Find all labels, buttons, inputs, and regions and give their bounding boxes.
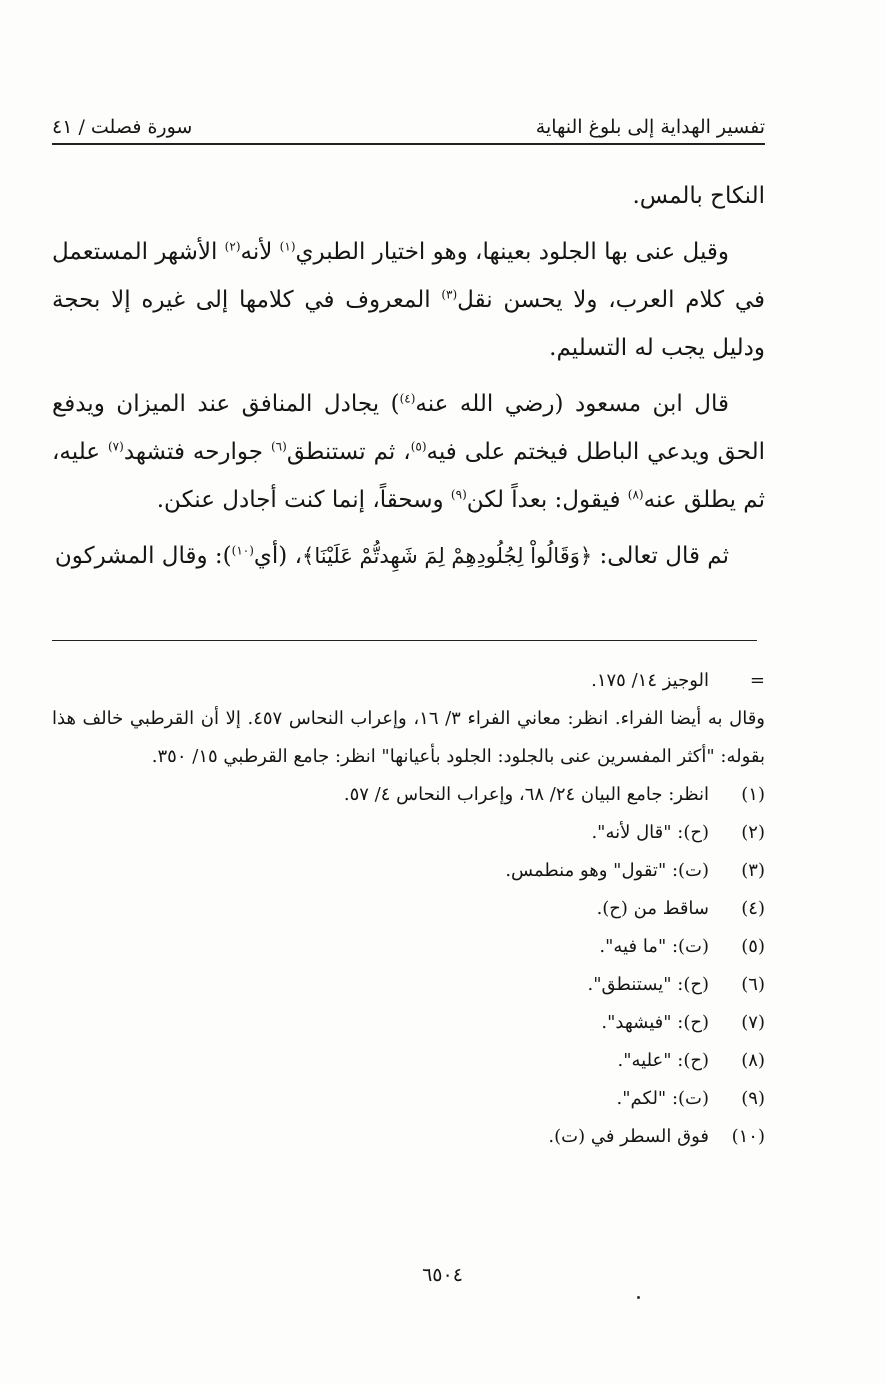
book-title: تفسير الهداية إلى بلوغ النهاية (535, 116, 765, 138)
footnote-ref[interactable]: (٩) (450, 487, 467, 502)
footnote-text: (ت): "ما فيه". (599, 936, 709, 957)
footnote-text: (ت): "لكم". (616, 1088, 709, 1109)
text-run: وسحقاً، إنما كنت أجادل عنكن. (156, 487, 451, 513)
text-run: عليه، ثم يطلق عنه (52, 439, 765, 513)
footnote-text: (ح): "عليه". (617, 1050, 709, 1071)
text-run: جوارحه فتشهد (123, 439, 271, 465)
footnote-item (52, 814, 765, 852)
footnote-text: انظر: جامع البيان ٢٤/ ٦٨، وإعراب النحاس ٤/ ٥٧. (343, 784, 709, 805)
footnote-number: (٧) (741, 1012, 765, 1033)
page-number: ٦٥٠٤ (422, 1264, 463, 1286)
text-run: وقيل عنى بها الجلود بعينها، وهو اختيار الطبري (295, 239, 729, 265)
footnote-text: (ح): "فيشهد". (601, 1012, 709, 1033)
footnote-item (52, 1080, 765, 1118)
continuation-line: الوجيز ١٤/ ١٧٥. (591, 670, 709, 691)
surah-label: سورة فصلت / ٤١ (52, 116, 193, 138)
footnote-ref[interactable]: (٦) (270, 439, 287, 454)
footnote-ref[interactable]: (٤) (399, 391, 416, 406)
paragraph-2 (52, 228, 765, 372)
footnote-text: (ح): "يستنطق". (587, 974, 709, 995)
footnote-ref[interactable]: (٧) (107, 439, 124, 454)
footnote-number: (٢) (741, 822, 765, 843)
footnote-item (52, 776, 765, 814)
footnote-ref[interactable]: (١) (279, 239, 296, 254)
footnote-text: (ت): "تقول" وهو منطمس. (505, 860, 709, 881)
text-run: فيقول: بعداً لكن (466, 487, 628, 513)
text-run: ): وقال المشركون (54, 543, 232, 569)
footnote-ref[interactable]: (٥) (410, 439, 427, 454)
text-run: ، ثم تستنطق (286, 439, 411, 465)
main-text (52, 172, 765, 588)
footnote-item (52, 890, 765, 928)
footnotes (52, 662, 765, 1156)
footnote-continuation (52, 662, 765, 700)
footnote-text: (ح): "قال لأنه". (591, 822, 709, 843)
quran-verse: ﴿وَقَالُواْ لِجُلُودِهِمْ لِمَ شَهِدتُّمْ عَلَيْنَا﴾ (302, 544, 593, 568)
footnote-number: (٤) (741, 898, 765, 919)
text-run: ) يجادل المنافق عند الميزان ويدفع الحق ويدعي الباطل فيختم على فيه (52, 391, 766, 465)
text-run: لأنه (240, 239, 280, 265)
text-run: قال ابن مسعود (رضي الله عنه (415, 391, 730, 417)
header-rule (52, 143, 765, 145)
footnote-item (52, 1118, 765, 1156)
footnote-item (52, 928, 765, 966)
running-header (52, 98, 765, 138)
footnote-number: (٨) (741, 1050, 765, 1071)
footnote-item (52, 1042, 765, 1080)
footnote-ref[interactable]: (١٠) (231, 543, 254, 558)
paragraph-1: النكاح بالمس. (632, 183, 765, 209)
paragraph-4 (52, 532, 765, 580)
footnote-number: (١٠) (731, 1126, 765, 1147)
footnote-text: ساقط من (ح). (596, 898, 709, 919)
footnote-item (52, 1004, 765, 1042)
continuation-mark: = (749, 670, 765, 691)
footnote-ref[interactable]: (٨) (627, 487, 644, 502)
footnote-number: (٩) (741, 1088, 765, 1109)
continuation-paragraph: وقال به أيضا الفراء. انظر: معاني الفراء ٣/ ١٦، وإعراب النحاس ٤٥٧. إلا أن القرطبي خالف هذا بقوله: "أكثر المفسرين عنى بالجلود: الجلود بأعيانها" انظر: جامع القرطبي ١٥/ ٣٥٠. (52, 708, 765, 767)
text-run: الأشهر المستعمل في كلام العرب، ولا يحسن نقل (52, 239, 765, 313)
paragraph-3 (52, 380, 765, 524)
footnote-number: (٦) (741, 974, 765, 995)
text-run: ، (أي (253, 543, 303, 569)
text-run: المعروف في كلامها إلى غيره إلا بحجة ودليل يجب له التسليم. (52, 287, 765, 361)
text-run: ثم قال تعالى: (592, 543, 729, 569)
footnote-item (52, 852, 765, 890)
footnote-ref[interactable]: (٢) (224, 239, 241, 254)
footnote-text: فوق السطر في (ت). (548, 1126, 709, 1147)
footnote-item (52, 966, 765, 1004)
footnote-ref[interactable]: (٣) (441, 287, 458, 302)
scan-speck (637, 1296, 640, 1299)
footnote-number: (١) (741, 784, 765, 805)
footnote-number: (٥) (741, 936, 765, 957)
footnote-rule (52, 640, 757, 641)
footnote-number: (٣) (741, 860, 765, 881)
